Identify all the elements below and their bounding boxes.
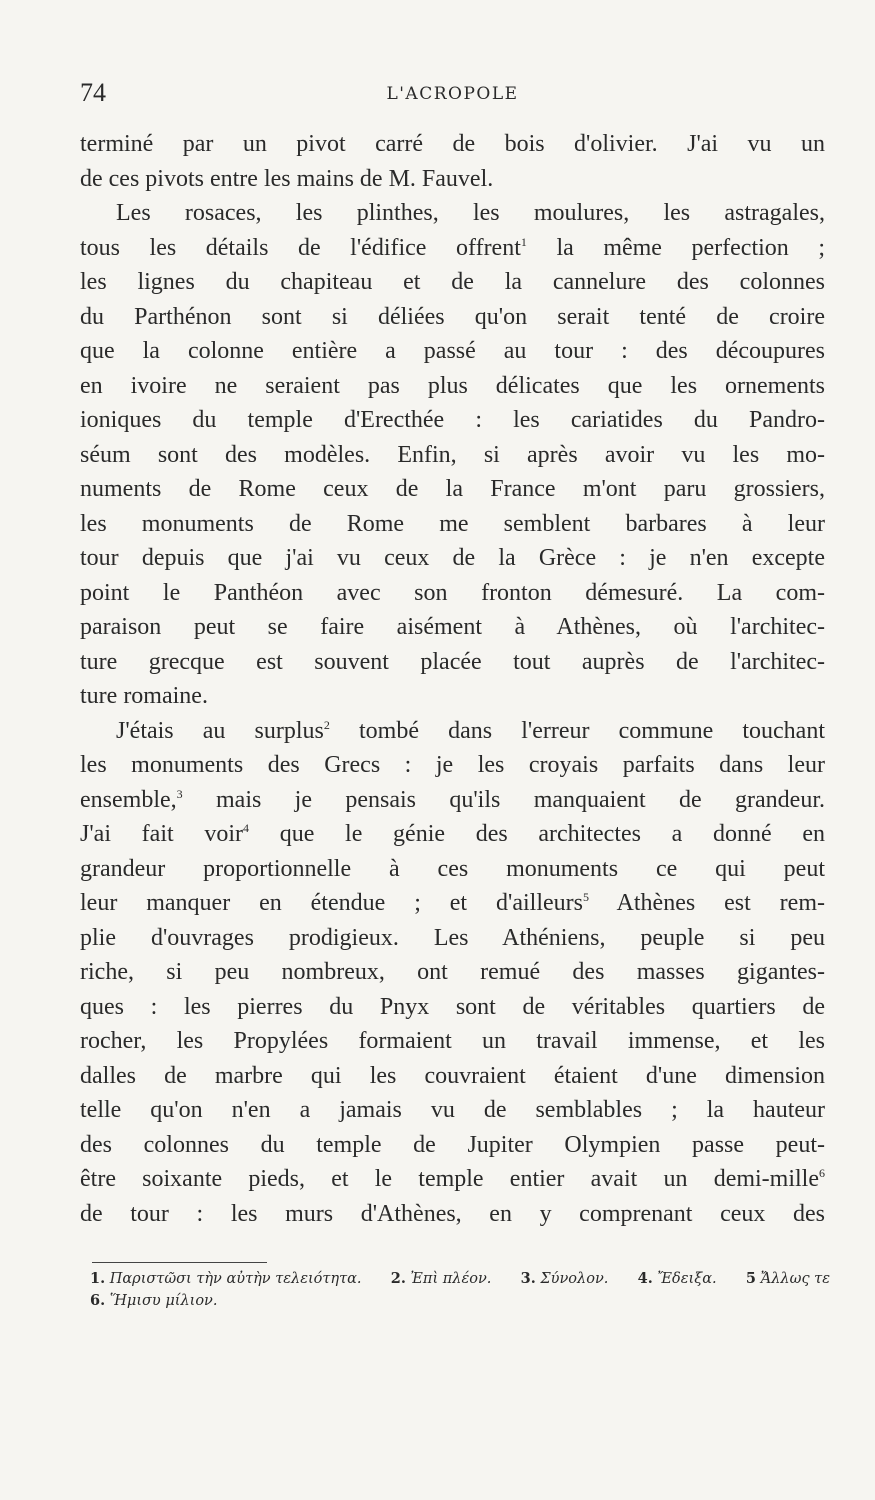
text-segment: telle qu'on n'en a jamais vu de semblables ; la hauteur [80, 1097, 825, 1123]
text-line [80, 196, 825, 231]
text-line [80, 1059, 825, 1094]
text-segment: de tour : les murs d'Athènes, en y comprenant ceux des [80, 1200, 825, 1227]
text-segment: mais je pensais qu'ils manquaient de grandeur. [182, 786, 825, 813]
text-segment: tour depuis que j'ai vu ceux de la Grèce : je n'en excepte [80, 545, 825, 571]
footnote-text: Ἐπὶ πλέον. [410, 1271, 492, 1287]
footnote-number: 3. [520, 1270, 536, 1287]
text-segment: dalles de marbre qui les couvraient étaient d'une dimension [80, 1062, 825, 1089]
text-line [80, 955, 825, 990]
footnote-text: Ἔδειξα. [657, 1271, 717, 1287]
footnote-ref: 2 [323, 717, 330, 732]
footnote-ref: 5 [582, 890, 589, 904]
text-line [80, 817, 825, 852]
footnote [90, 1268, 362, 1290]
text-segment: ture romaine. [80, 683, 208, 709]
footnote-text: Σύνολον. [540, 1271, 609, 1287]
text-segment: ture grecque est souvent placée tout auprès de l'architec- [80, 648, 825, 675]
text-segment: que la colonne entière a passé au tour : des découpures [80, 338, 825, 364]
footnote-line-1 [90, 1268, 830, 1290]
text-segment: des colonnes du temple de Jupiter Olympien passe peut- [80, 1131, 825, 1158]
text-segment: plie d'ouvrages prodigieux. Les Athéniens, peuple si peu [80, 924, 825, 951]
page-header [80, 78, 825, 112]
text-line [80, 1128, 825, 1163]
text-line [80, 507, 825, 542]
footnote [746, 1268, 830, 1290]
text-segment: de ces pivots entre les mains de M. Fauvel. [80, 165, 494, 192]
footnote [638, 1268, 717, 1290]
text-segment: ensemble, [80, 786, 177, 813]
text-line [80, 576, 825, 611]
text-line [80, 645, 825, 680]
text-line [80, 265, 825, 300]
text-line [80, 1197, 825, 1232]
text-line [80, 541, 825, 576]
footnote [521, 1268, 609, 1290]
text-line [80, 990, 825, 1025]
text-line [80, 369, 825, 404]
text-segment: terminé par un pivot carré de bois d'olivier. J'ai vu un [80, 131, 825, 157]
text-segment: leur manquer en étendue ; et d'ailleurs [80, 890, 583, 916]
text-segment: que le génie des architectes a donné en [249, 821, 825, 847]
text-segment: séum sont des modèles. Enfin, si après avoir vu les mo- [80, 441, 825, 468]
text-line [80, 679, 825, 714]
text-segment: être soixante pieds, et le temple entier avait un demi-mille [80, 1166, 819, 1192]
footnote-text: Παριστῶσι τὴν αὐτὴν τελειότητα. [109, 1271, 362, 1287]
text-line [80, 748, 825, 783]
footnote-line-2 [90, 1290, 830, 1312]
text-line [80, 334, 825, 369]
footnote-number: 4. [637, 1270, 653, 1287]
text-segment: point le Panthéon avec son fronton démesuré. La com- [80, 579, 825, 606]
text-line [80, 438, 825, 473]
footnote [90, 1290, 217, 1312]
text-segment: Les rosaces, les plinthes, les moulures, les astragales, [116, 200, 825, 226]
text-line [80, 472, 825, 507]
text-line [80, 127, 825, 162]
text-segment: grandeur proportionnelle à ces monuments ce qui peut [80, 855, 825, 882]
footnote-rule [92, 1262, 267, 1263]
text-segment: la même perfection ; [526, 234, 825, 261]
footnote-number: 6. [90, 1292, 106, 1309]
footnote [391, 1268, 492, 1290]
text-segment: Athènes est rem- [588, 890, 825, 916]
body-text [80, 127, 825, 1231]
text-line [80, 886, 825, 921]
text-line [80, 1093, 825, 1128]
text-segment: les monuments des Grecs : je les croyais parfaits dans leur [80, 752, 825, 778]
running-title: L'ACROPOLE [386, 84, 519, 104]
text-segment: ques : les pierres du Pnyx sont de véritables quartiers de [80, 993, 825, 1020]
footnotes [90, 1268, 830, 1312]
text-segment: les monuments de Rome me semblent barbares à leur [80, 510, 825, 537]
text-segment: les lignes du chapiteau et de la cannelure des colonnes [80, 269, 825, 295]
footnote-number: 1. [90, 1270, 106, 1287]
text-line [80, 610, 825, 645]
page-number: 74 [80, 78, 106, 107]
text-segment: tous les détails de l'édifice offrent [80, 234, 521, 261]
footnote-number: 5 [745, 1270, 756, 1287]
text-line [80, 852, 825, 887]
text-line [80, 921, 825, 956]
text-line [80, 714, 825, 749]
text-segment: J'ai fait voir [80, 821, 243, 847]
text-segment: paraison peut se faire aisément à Athènes, où l'architec- [80, 614, 825, 640]
text-line [80, 162, 825, 197]
text-segment: riche, si peu nombreux, ont remué des masses gigantes- [80, 959, 825, 985]
footnote-text: Ἥμισυ μίλιον. [109, 1293, 218, 1309]
text-line [80, 300, 825, 335]
text-segment: du Parthénon sont si déliées qu'on serait tenté de croire [80, 303, 825, 330]
footnote-text: Ἄλλως τε [760, 1271, 830, 1287]
footnote-number: 2. [390, 1270, 406, 1287]
text-segment: rocher, les Propylées formaient un travail immense, et les [80, 1028, 825, 1054]
text-segment: J'étais au surplus [116, 717, 324, 744]
text-line [80, 783, 825, 818]
text-segment: ioniques du temple d'Erecthée : les cariatides du Pandro- [80, 407, 825, 433]
footnote-ref: 3 [176, 786, 183, 801]
footnote-ref: 4 [243, 821, 249, 835]
footnote-ref: 1 [520, 234, 527, 249]
text-line [80, 231, 825, 266]
text-line [80, 1162, 825, 1197]
text-segment: numents de Rome ceux de la France m'ont paru grossiers, [80, 476, 825, 502]
text-segment: tombé dans l'erreur commune touchant [329, 717, 825, 744]
text-segment: en ivoire ne seraient pas plus délicates que les ornements [80, 372, 825, 399]
text-line [80, 1024, 825, 1059]
text-line [80, 403, 825, 438]
footnote-ref: 6 [819, 1166, 825, 1180]
